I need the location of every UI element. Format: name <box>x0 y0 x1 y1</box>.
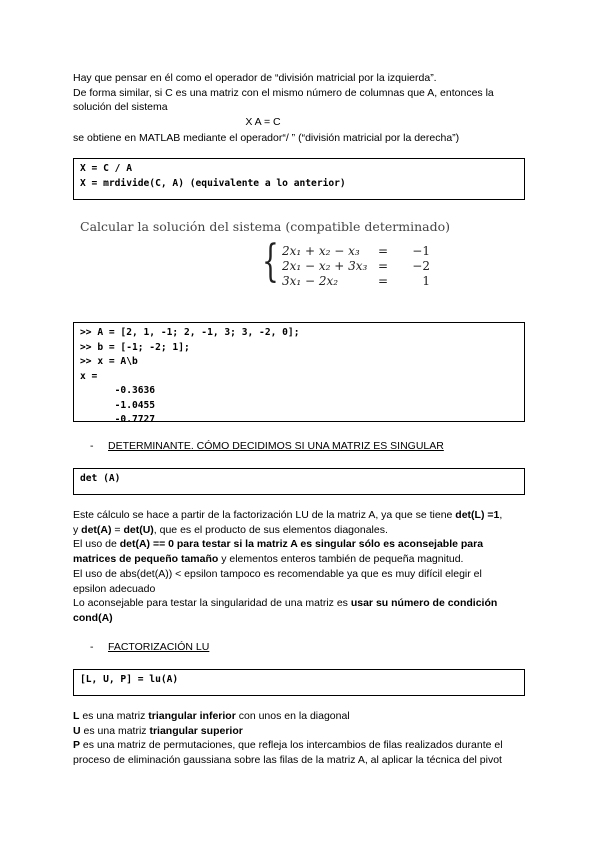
intro-line: solución del sistema <box>73 101 168 114</box>
left-brace: { <box>262 236 279 287</box>
equation-relation: = <box>378 259 389 273</box>
code-line: [L, U, P] = lu(A) <box>80 674 179 685</box>
code-block-mrdivide <box>73 158 525 200</box>
text-line: Este cálculo se hace a partir de la factorización LU de la matriz A, ya que se tiene det(L) =1, <box>73 509 503 521</box>
code-line: >> x = A\b <box>80 356 138 367</box>
code-line: X = C / A <box>80 163 132 174</box>
equation-rhs: −2 <box>412 259 430 273</box>
text-line: cond(A) <box>73 611 113 624</box>
section-heading-determinante <box>90 440 444 452</box>
text-line: epsilon adecuado <box>73 582 156 595</box>
equation-relation: = <box>378 244 389 258</box>
text-line: matrices de pequeño tamaño y elementos enteros también de pequeña magnitud. <box>73 553 464 566</box>
code-line: X = mrdivide(C, A) (equivalente a lo anterior) <box>80 177 346 189</box>
equation-row <box>282 274 430 288</box>
code-line: x = <box>80 370 98 382</box>
intro-line: De forma similar, si C es una matriz con el mismo número de columnas que A, entonces la <box>73 86 494 99</box>
intro-line: se obtiene en MATLAB mediante el operador“/ ” (“división matricial por la derecha”) <box>73 132 460 144</box>
section-title: FACTORIZACIÓN LU <box>108 641 210 653</box>
text-line: El uso de abs(det(A)) < epsilon tampoco es recomendable ya que es muy difícil elegir el <box>73 567 482 580</box>
code-line: >> b = [-1; -2; 1]; <box>80 341 190 353</box>
equation-row <box>282 259 430 273</box>
text-line: Lo aconsejable para testar la singularidad de una matriz es usar su número de condición <box>73 597 498 610</box>
text-line: proceso de eliminación gaussiana sobre las filas de la matriz A, al aplicar la técnica del pivot <box>73 754 502 767</box>
text-line: L es una matriz triangular inferior con unos en la diagonal <box>73 710 350 722</box>
equation-rhs: 1 <box>422 274 430 288</box>
code-line: -1.0455 <box>80 399 156 411</box>
det-paragraph <box>73 508 533 626</box>
text-line: y det(A) = det(U), que es el producto de sus elementos diagonales. <box>73 523 388 536</box>
text-line: El uso de det(A) == 0 para testar si la matriz A es singular sólo es aconsejable para <box>73 538 484 551</box>
code-line: det (A) <box>80 473 121 484</box>
code-line: -0.3636 <box>80 385 156 396</box>
equation-lhs: 2x₁ + x₂ − x₃ <box>282 244 360 258</box>
bullet-dash: - <box>90 440 94 452</box>
equation-lhs: 2x₁ − x₂ + 3x₃ <box>282 259 368 273</box>
code-block-det <box>73 468 525 495</box>
equation-xa-c: X A = C <box>245 116 281 128</box>
section-title: DETERMINANTE. CÓMO DECIDIMOS SI UNA MATRIZ ES SINGULAR <box>108 440 444 452</box>
code-line: >> A = [2, 1, -1; 2, -1, 3; 3, -2, 0]; <box>80 327 300 338</box>
system-title: Calcular la solución del sistema (compatible determinado) <box>80 219 450 234</box>
text-line: U es una matriz triangular superior <box>73 724 243 737</box>
section-heading-lu <box>90 641 209 653</box>
equation-row <box>282 244 430 258</box>
code-block-lu <box>73 669 525 696</box>
equation-lhs: 3x₁ − 2x₂ <box>282 274 339 288</box>
equation-rhs: −1 <box>412 244 430 258</box>
code-block-solve <box>73 322 525 425</box>
equation-relation: = <box>378 274 389 288</box>
code-line: -0.7727 <box>80 414 156 425</box>
lu-paragraph <box>73 709 533 768</box>
intro-paragraph <box>73 71 533 115</box>
text-line: P es una matriz de permutaciones, que refleja los intercambios de filas realizados durante el <box>73 739 503 752</box>
intro-line: Hay que pensar en él como el operador de “división matricial por la izquierda”. <box>73 72 437 84</box>
bullet-dash: - <box>90 641 94 653</box>
